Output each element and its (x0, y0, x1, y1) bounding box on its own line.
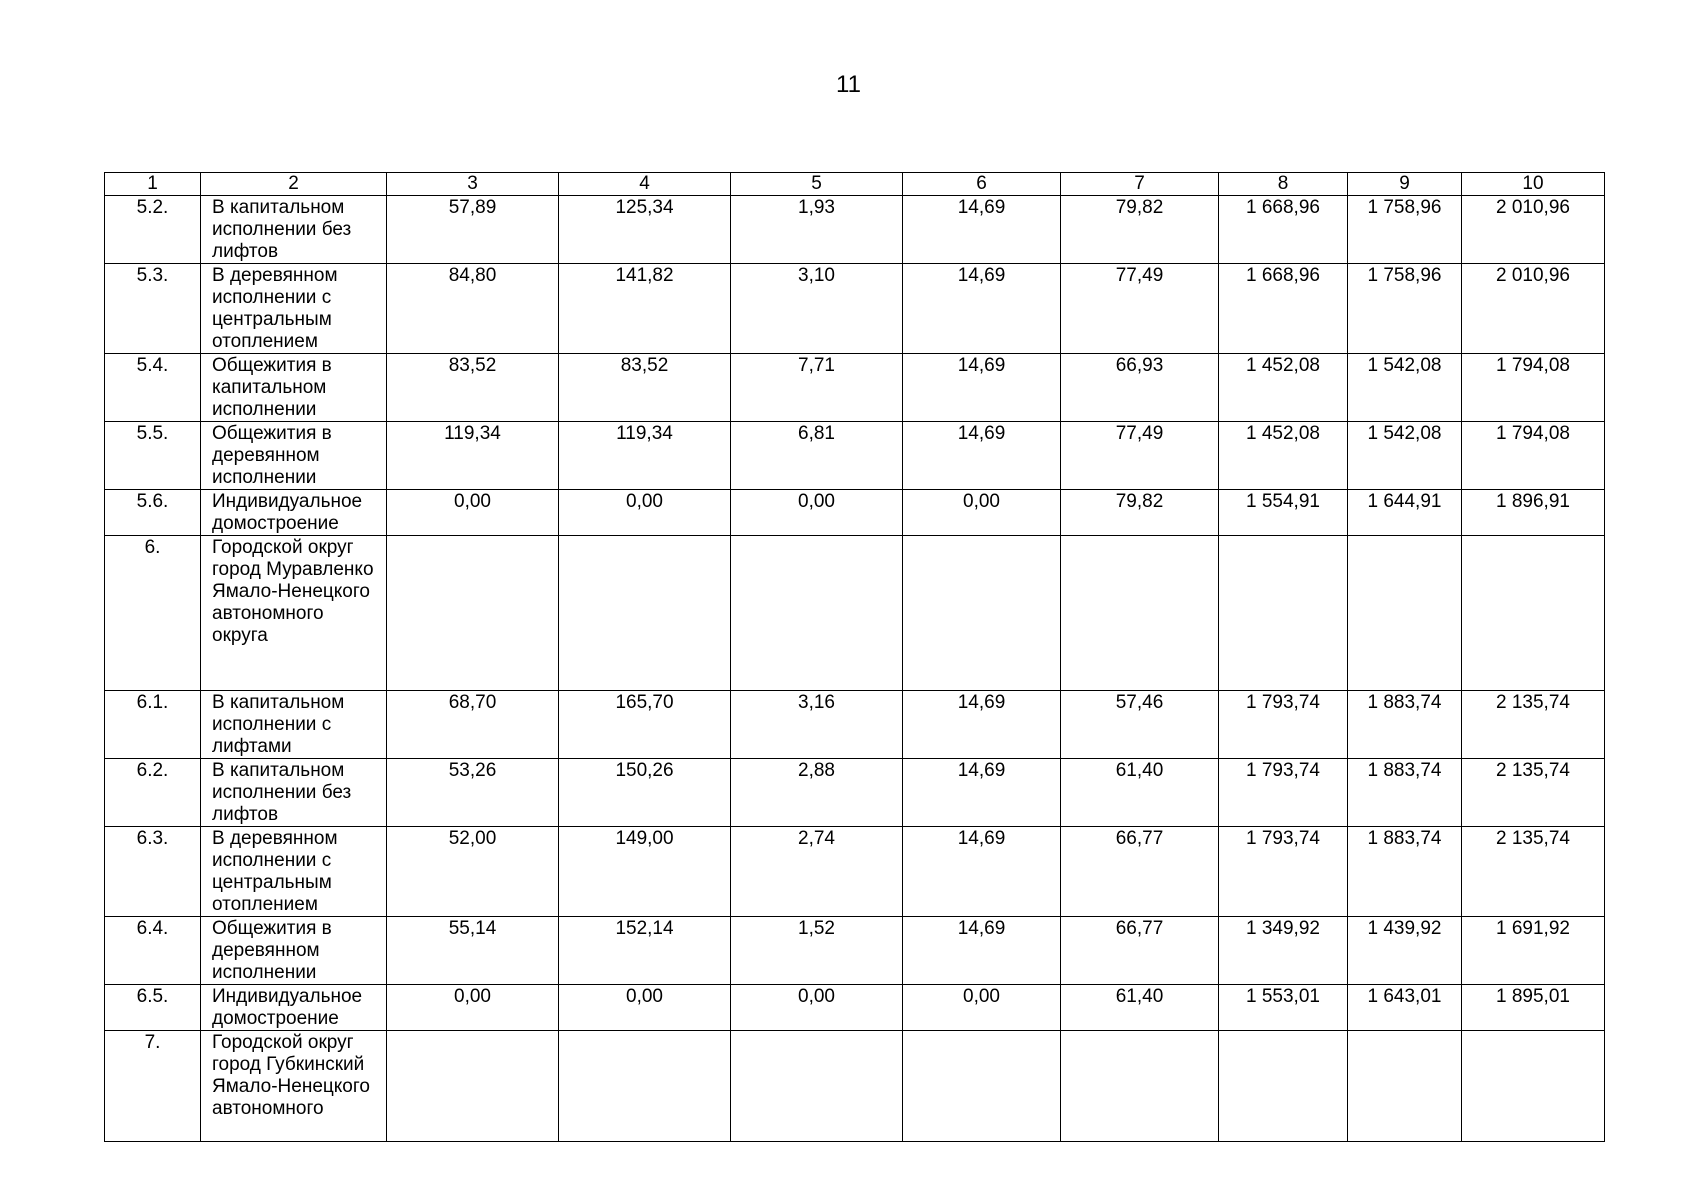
row-value: 0,00 (731, 985, 903, 1031)
row-number: 5.3. (105, 264, 201, 354)
row-number: 5.6. (105, 490, 201, 536)
table-row (105, 422, 1605, 490)
row-value: 141,82 (559, 264, 731, 354)
row-name: Индивидуальное домостроение (201, 490, 387, 536)
row-number: 5.5. (105, 422, 201, 490)
row-value: 1 758,96 (1348, 196, 1462, 264)
table-header-row (105, 173, 1605, 196)
row-value: 1 644,91 (1348, 490, 1462, 536)
row-value: 1 668,96 (1219, 196, 1348, 264)
row-value: 61,40 (1061, 985, 1219, 1031)
row-value: 52,00 (387, 827, 559, 917)
row-value (903, 536, 1061, 691)
row-number: 5.2. (105, 196, 201, 264)
row-name: Индивидуальное домостроение (201, 985, 387, 1031)
table-row (105, 691, 1605, 759)
row-value: 84,80 (387, 264, 559, 354)
row-value: 0,00 (903, 490, 1061, 536)
row-value: 14,69 (903, 422, 1061, 490)
row-value: 2 010,96 (1462, 196, 1605, 264)
table-row (105, 490, 1605, 536)
column-header: 9 (1348, 173, 1462, 196)
column-header: 6 (903, 173, 1061, 196)
table-row (105, 354, 1605, 422)
row-value: 53,26 (387, 759, 559, 827)
row-value: 1 896,91 (1462, 490, 1605, 536)
row-value: 1 793,74 (1219, 759, 1348, 827)
row-value: 119,34 (559, 422, 731, 490)
table-row (105, 536, 1605, 691)
row-value: 14,69 (903, 196, 1061, 264)
row-value: 1 895,01 (1462, 985, 1605, 1031)
row-value: 0,00 (559, 985, 731, 1031)
row-value: 3,10 (731, 264, 903, 354)
row-number: 6. (105, 536, 201, 691)
row-value: 1 452,08 (1219, 354, 1348, 422)
table-row (105, 1031, 1605, 1142)
row-value: 14,69 (903, 917, 1061, 985)
row-value: 1 542,08 (1348, 354, 1462, 422)
row-value (387, 536, 559, 691)
row-number: 6.4. (105, 917, 201, 985)
row-value (559, 1031, 731, 1142)
row-value (1462, 536, 1605, 691)
row-value: 1,52 (731, 917, 903, 985)
row-value: 14,69 (903, 264, 1061, 354)
row-value: 1 542,08 (1348, 422, 1462, 490)
row-value: 2 010,96 (1462, 264, 1605, 354)
row-value: 66,77 (1061, 827, 1219, 917)
row-value: 1 668,96 (1219, 264, 1348, 354)
row-value (731, 536, 903, 691)
row-value: 57,89 (387, 196, 559, 264)
row-value (1462, 1031, 1605, 1142)
row-number: 7. (105, 1031, 201, 1142)
row-value: 66,77 (1061, 917, 1219, 985)
row-value: 0,00 (387, 490, 559, 536)
row-value: 1 883,74 (1348, 827, 1462, 917)
row-value: 1 553,01 (1219, 985, 1348, 1031)
row-value: 77,49 (1061, 264, 1219, 354)
row-value: 119,34 (387, 422, 559, 490)
column-header: 10 (1462, 173, 1605, 196)
row-value: 55,14 (387, 917, 559, 985)
row-name: В деревянном исполнении с центральным отоплением (201, 827, 387, 917)
row-value: 77,49 (1061, 422, 1219, 490)
row-value: 1 643,01 (1348, 985, 1462, 1031)
row-value: 1 554,91 (1219, 490, 1348, 536)
row-value: 2,88 (731, 759, 903, 827)
row-value: 152,14 (559, 917, 731, 985)
row-value (1061, 1031, 1219, 1142)
table-row (105, 196, 1605, 264)
column-header: 8 (1219, 173, 1348, 196)
row-number: 6.5. (105, 985, 201, 1031)
row-value: 0,00 (903, 985, 1061, 1031)
row-value: 1 452,08 (1219, 422, 1348, 490)
row-value: 0,00 (559, 490, 731, 536)
row-value: 14,69 (903, 691, 1061, 759)
row-value: 83,52 (559, 354, 731, 422)
row-value (1219, 536, 1348, 691)
page-number: 11 (836, 71, 861, 98)
row-value (731, 1031, 903, 1142)
row-value (1348, 1031, 1462, 1142)
row-value: 2,74 (731, 827, 903, 917)
row-value (1219, 1031, 1348, 1142)
row-value: 165,70 (559, 691, 731, 759)
row-value: 7,71 (731, 354, 903, 422)
row-name: В капитальном исполнении с лифтами (201, 691, 387, 759)
row-name: В капитальном исполнении без лифтов (201, 196, 387, 264)
row-value: 83,52 (387, 354, 559, 422)
row-value: 14,69 (903, 354, 1061, 422)
row-value: 14,69 (903, 827, 1061, 917)
row-value: 79,82 (1061, 490, 1219, 536)
column-header: 2 (201, 173, 387, 196)
column-header: 5 (731, 173, 903, 196)
row-name: Общежития в деревянном исполнении (201, 422, 387, 490)
row-value: 150,26 (559, 759, 731, 827)
row-value: 149,00 (559, 827, 731, 917)
row-value: 14,69 (903, 759, 1061, 827)
row-value: 1 793,74 (1219, 827, 1348, 917)
table-row (105, 827, 1605, 917)
row-value: 1 758,96 (1348, 264, 1462, 354)
row-value: 1,93 (731, 196, 903, 264)
row-name: Общежития в деревянном исполнении (201, 917, 387, 985)
column-header: 3 (387, 173, 559, 196)
row-value: 3,16 (731, 691, 903, 759)
column-header: 7 (1061, 173, 1219, 196)
row-value (1348, 536, 1462, 691)
row-name: Городской округ город Муравленко Ямало-Ненецкого автономного округа (201, 536, 387, 691)
row-value: 1 691,92 (1462, 917, 1605, 985)
row-value: 1 439,92 (1348, 917, 1462, 985)
row-value: 79,82 (1061, 196, 1219, 264)
row-value: 1 883,74 (1348, 691, 1462, 759)
table-row (105, 264, 1605, 354)
column-header: 4 (559, 173, 731, 196)
row-value: 1 883,74 (1348, 759, 1462, 827)
row-value: 125,34 (559, 196, 731, 264)
row-number: 6.1. (105, 691, 201, 759)
row-value: 68,70 (387, 691, 559, 759)
row-value: 1 794,08 (1462, 422, 1605, 490)
row-value: 61,40 (1061, 759, 1219, 827)
row-value: 0,00 (387, 985, 559, 1031)
row-value: 57,46 (1061, 691, 1219, 759)
row-value: 2 135,74 (1462, 759, 1605, 827)
row-name: Общежития в капитальном исполнении (201, 354, 387, 422)
table-row (105, 985, 1605, 1031)
row-value: 1 794,08 (1462, 354, 1605, 422)
tariff-table (104, 172, 1605, 1142)
row-name: В капитальном исполнении без лифтов (201, 759, 387, 827)
row-value: 0,00 (731, 490, 903, 536)
row-value: 2 135,74 (1462, 691, 1605, 759)
row-value: 6,81 (731, 422, 903, 490)
row-number: 5.4. (105, 354, 201, 422)
row-value (559, 536, 731, 691)
row-value (387, 1031, 559, 1142)
column-header: 1 (105, 173, 201, 196)
row-value: 66,93 (1061, 354, 1219, 422)
row-number: 6.2. (105, 759, 201, 827)
row-name: В деревянном исполнении с центральным отоплением (201, 264, 387, 354)
row-name: Городской округ город Губкинский Ямало-Ненецкого автономного (201, 1031, 387, 1142)
table-row (105, 759, 1605, 827)
row-number: 6.3. (105, 827, 201, 917)
row-value: 1 793,74 (1219, 691, 1348, 759)
row-value: 1 349,92 (1219, 917, 1348, 985)
row-value (903, 1031, 1061, 1142)
table-row (105, 917, 1605, 985)
row-value: 2 135,74 (1462, 827, 1605, 917)
row-value (1061, 536, 1219, 691)
